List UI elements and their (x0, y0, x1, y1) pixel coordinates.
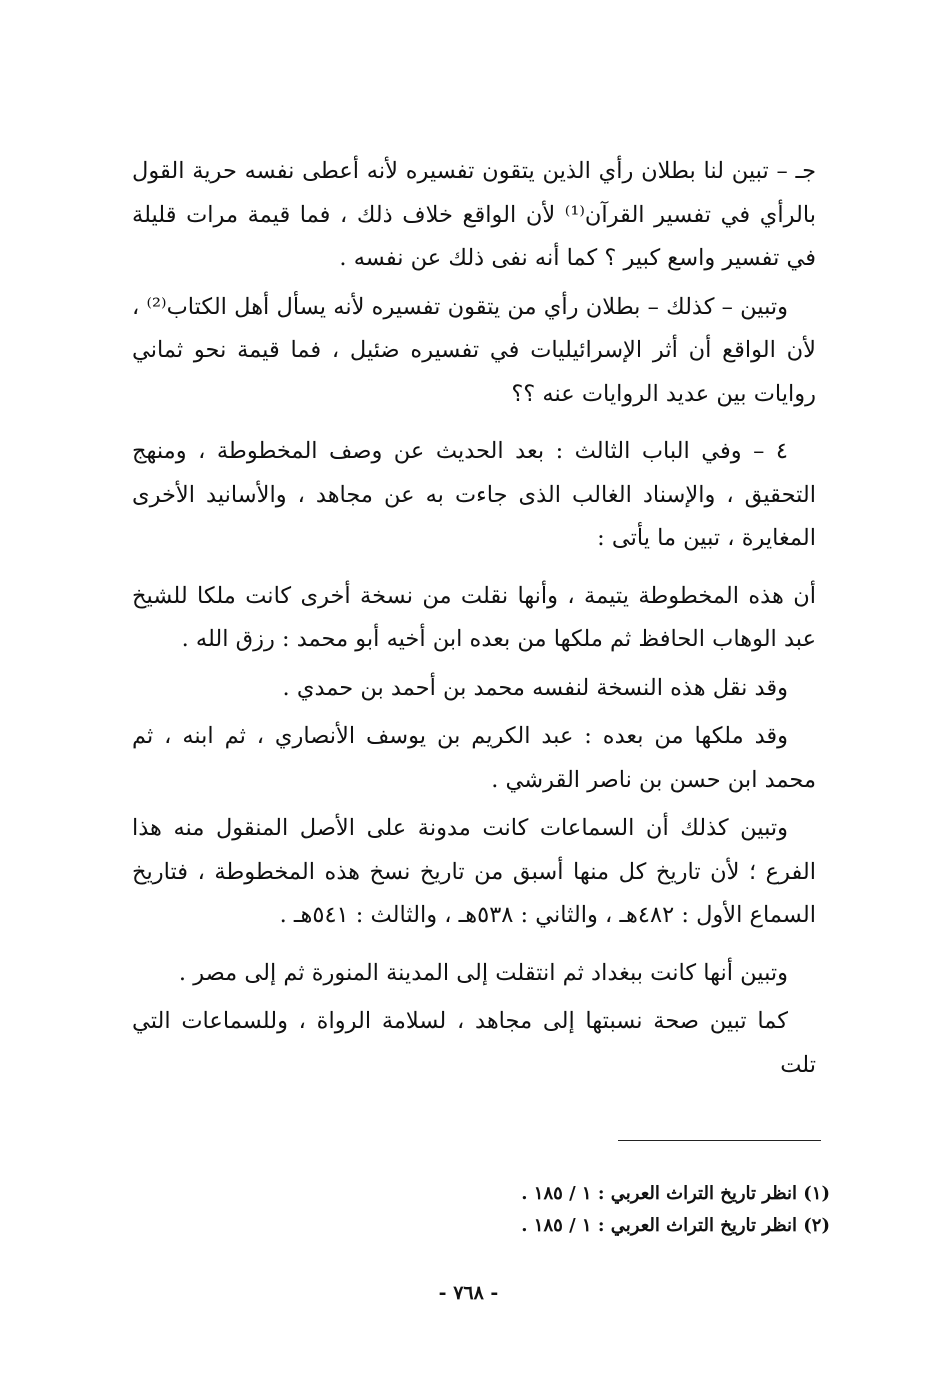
paragraph-people-of-book: وتبين – كذلك – بطلان رأي من يتقون تفسيره لأنه يسأل أهل الكتاب⁽²⁾ ، لأن الواقع أن أثر الإسرائيليات في تفسيره ضئيل ، فما قيمة نحو ثماني روايات بين عديد الروايات عنه ؟؟ (132, 293, 816, 407)
main-text (132, 150, 816, 1087)
footnote-2: (٢) انظر تاريخ التراث العربي : ١ / ١٨٥ . (521, 1215, 830, 1236)
paragraph-chapter-three: ٤ – وفي الباب الثالث : بعد الحديث عن وصف المخطوطة ، ومنهج التحقيق ، والإسناد الغالب الذى جاءت به عن مجاهد ، والأسانيد الأخرى المغايرة ، تبين ما يأتى : (132, 438, 816, 551)
paragraph-baghdad-to-egypt: وتبين أنها كانت ببغداد ثم انتقلت إلى المدينة المنورة ثم إلى مصر . (178, 959, 788, 986)
paragraph-manuscript-unique: أن هذه المخطوطة يتيمة ، وأنها نقلت من نسخة أخرى كانت ملكا للشيخ عبد الوهاب الحافظ ثم ملكها من بعده ابن أخيه أبو محمد : رزق الله . (132, 582, 816, 652)
paragraph-owners: وقد ملكها من بعده : عبد الكريم بن يوسف الأنصاري ، ثم ابنه ، ثم محمد ابن حسن بن ناصر القرشي . (132, 723, 816, 793)
paragraph-c-interpretation-freedom: جـ – تبين لنا بطلان رأي الذين يتقون تفسيره لأنه أعطى نفسه حرية القول بالرأي في تفسير القرآن⁽¹⁾ لأن الواقع خلاف ذلك ، فما قيمة مرات قليلة في تفسير واسع كبير ؟ كما أنه نفى ذلك عن نفسه . (132, 158, 816, 271)
footnote-divider (618, 1140, 821, 1141)
paragraph-attribution: كما تبين صحة نسبتها إلى مجاهد ، لسلامة الرواة ، وللسماعات التي تلت (132, 1008, 816, 1078)
page-number: - ٧٦٨ - (438, 1282, 499, 1304)
paragraph-copied-by: وقد نقل هذه النسخة لنفسه محمد بن أحمد بن حمدي . (282, 674, 788, 701)
paragraph-audition-dates: وتبين كذلك أن السماعات كانت مدونة على الأصل المنقول منه هذا الفرع ؛ لأن تاريخ كل منها أسبق من تاريخ نسخ هذه المخطوطة ، فتاريخ السماع الأول : ٤٨٢هـ ، والثاني : ٥٣٨هـ ، والثالث : ٥٤١هـ . (132, 815, 816, 928)
footnote-1: (١) انظر تاريخ التراث العربي : ١ / ١٨٥ . (521, 1183, 830, 1204)
footnotes (360, 1178, 830, 1242)
